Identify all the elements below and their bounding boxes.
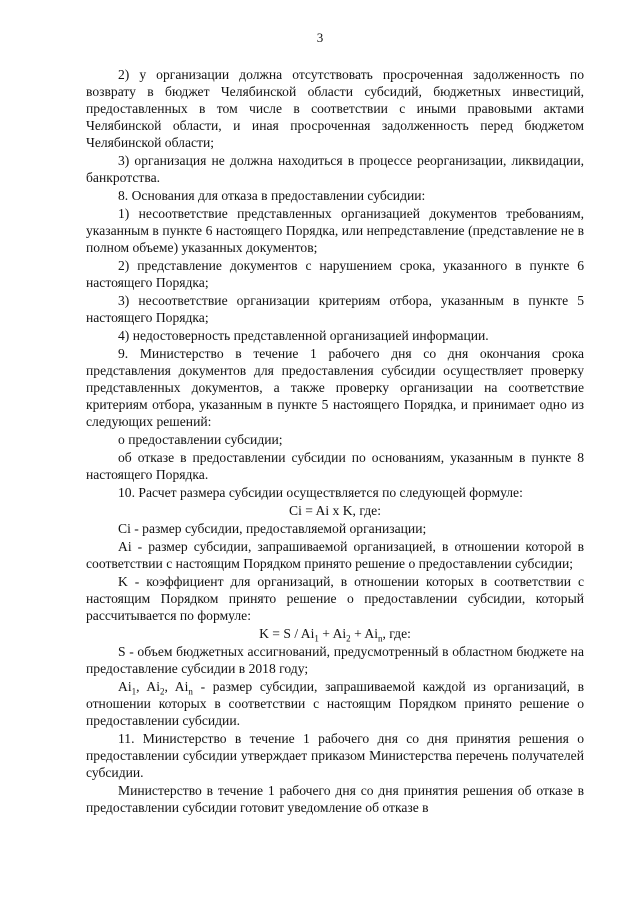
paragraph: S - объем бюджетных ассигнований, предусмотренный в областном бюджете на предоставление субсидии в 2018 году; (86, 644, 584, 676)
paragraph: о предоставлении субсидии; (118, 432, 283, 447)
paragraph: об отказе в предоставлении субсидии по основаниям, указанным в пункте 8 настоящего Порядка. (86, 450, 584, 482)
text-part: , Ai (136, 679, 160, 694)
paragraph: 9. Министерство в течение 1 рабочего дня со дня окончания срока представления документов для предоставления субсидии осуществляет проверку представленных документов, а также проверку организации на соответствие критериям отбора, указанным в пункте 5 настоящего Порядка, и принимает одно из следующих решений: (86, 346, 584, 429)
paragraph: 10. Расчет размера субсидии осуществляется по следующей формуле: (118, 485, 523, 500)
document-body (86, 66, 584, 817)
paragraph: 4) недостоверность представленной организацией информации. (118, 328, 489, 343)
paragraph: 2) у организации должна отсутствовать просроченная задолженность по возврату в бюджет Челябинской области субсидий, бюджетных инвестиций, предоставленных в том числе в соответствии с иными правовыми актами Челябинской области, и иная просроченная задолженность перед бюджетом Челябинской области; (86, 67, 584, 150)
paragraph-ai-list (86, 678, 584, 729)
formula-k (86, 625, 584, 642)
subscript: n (188, 686, 193, 697)
page-number: 3 (316, 30, 324, 45)
formula-part: + Ai (350, 626, 378, 641)
subscript: n (377, 633, 383, 644)
paragraph: 11. Министерство в течение 1 рабочего дня со дня принятия решения о предоставлении субсидии утверждает приказом Министерства перечень получателей субсидии. (86, 731, 584, 780)
paragraph: Ai - размер субсидии, запрашиваемой организацией, в отношении которой в соответствии с настоящим Порядком принято решение о предоставлении субсидии; (86, 539, 584, 571)
paragraph: 8. Основания для отказа в предоставлении субсидии: (118, 188, 426, 203)
paragraph: 2) представление документов с нарушением срока, указанного в пункте 6 настоящего Порядка; (86, 258, 584, 290)
formula-part: , где: (382, 626, 411, 641)
text-part: - размер субсидии, запрашиваемой каждой из организаций, в отношении которых в соответствии с настоящим Порядком принято решение о предоставлении субсидии. (86, 679, 585, 728)
subscript: 2 (346, 633, 351, 644)
subscript: 1 (314, 633, 319, 644)
formula-part: + Ai (318, 626, 347, 641)
subscript: 1 (131, 686, 137, 697)
paragraph: Министерство в течение 1 рабочего дня со дня принятия решения об отказе в предоставлении субсидии готовит уведомление об отказе в (86, 783, 584, 815)
paragraph: 1) несоответствие представленных организацией документов требованиям, указанным в пункте 6 настоящего Порядка, или непредставление (представление не в полном объеме) указанных документов; (86, 206, 584, 255)
formula-part: K = S / Ai (259, 626, 315, 641)
paragraph: 3) несоответствие организации критериям отбора, указанным в пункте 5 настоящего Порядка; (86, 293, 584, 325)
text-part: , Ai (164, 679, 189, 694)
formula-ci: Ci = Ai x K, где: (289, 503, 381, 518)
paragraph: K - коэффициент для организаций, в отношении которых в соответствии с настоящим Порядком принято решение о предоставлении субсидии, который рассчитывается по формуле: (86, 574, 584, 623)
paragraph: Ci - размер субсидии, предоставляемой организации; (118, 521, 427, 536)
text-part: Ai (118, 679, 132, 694)
paragraph: 3) организация не должна находиться в процессе реорганизации, ликвидации, банкротства. (86, 153, 584, 185)
subscript: 2 (160, 686, 165, 697)
